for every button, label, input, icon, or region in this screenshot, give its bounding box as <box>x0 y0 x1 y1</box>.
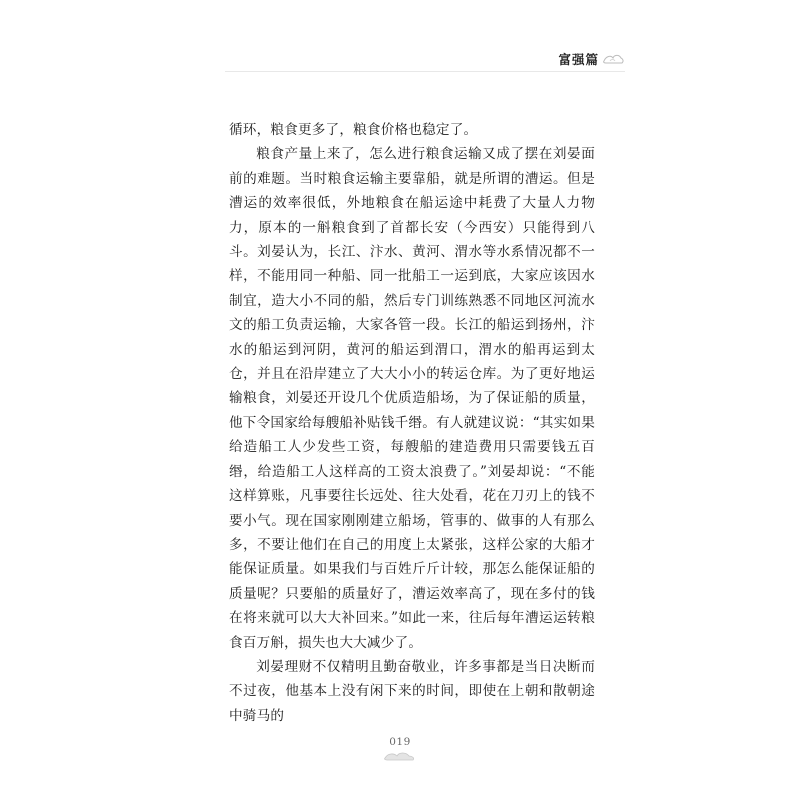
body-text <box>229 118 595 728</box>
cloud-ornament-icon <box>603 52 625 66</box>
section-title: 富强篇 <box>558 52 599 67</box>
paragraph-diligence: 刘晏理财不仅精明且勤奋敬业，许多事都是当日决断而不过夜，他基本上没有闲下来的时间，即使在上朝和散朝途中骑马的 <box>229 658 595 724</box>
paragraph-continued: 循环，粮食更多了，粮食价格也稳定了。 <box>229 122 478 138</box>
page-footer <box>0 736 800 762</box>
running-header <box>558 49 625 69</box>
page-number: 019 <box>389 736 411 748</box>
header-divider <box>225 71 625 72</box>
paragraph-grain-transport: 粮食产量上来了，怎么进行粮食运输又成了摆在刘晏面前的难题。当时粮食运输主要靠船，就是所谓的漕运。但是漕运的效率很低，外地粮食在船运途中耗费了大量人力物力，原本的一斛粮食到了首都长安（今西安）只能得到八斗。刘晏认为，长江、汴水、黄河、渭水等水系情况都不一样，不能用同一种船、同一批船工一运到底，大家应该因水制宜，造大小不同的船，然后专门训练熟悉不同地区河流水文的船工负责运输，大家各管一段。长江的船运到扬州，汴水的船运到河阴，黄河的船运到渭口，渭水的船再运到太仓，并且在沿岸建立了大大小小的转运仓库。为了更好地运输粮食，刘晏还开设几个优质造船场，为了保证船的质量，他下令国家给每艘船补贴钱千缗。有人就建议说：“其实如果给造船工人少发些工资，每艘船的建造费用只需要钱五百缗，给造船工人这样高的工资太浪费了。”刘晏却说：“不能这样算账，凡事要往长远处、往大处看，花在刀刃上的钱不要小气。现在国家刚刚建立船场，管事的、做事的人有那么多，不要让他们在自己的用度上太紧张，这样公家的大船才能保证质量。如果我们与百姓斤斤计较，那怎么能保证船的质量呢？只要船的质量好了，漕运效率高了，现在多付的钱在将来就可以大大补回来。”如此一来，往后每年漕运运转粮食百万斛，损失也大大减少了。 <box>229 146 595 651</box>
cloud-ornament-icon <box>383 750 417 762</box>
